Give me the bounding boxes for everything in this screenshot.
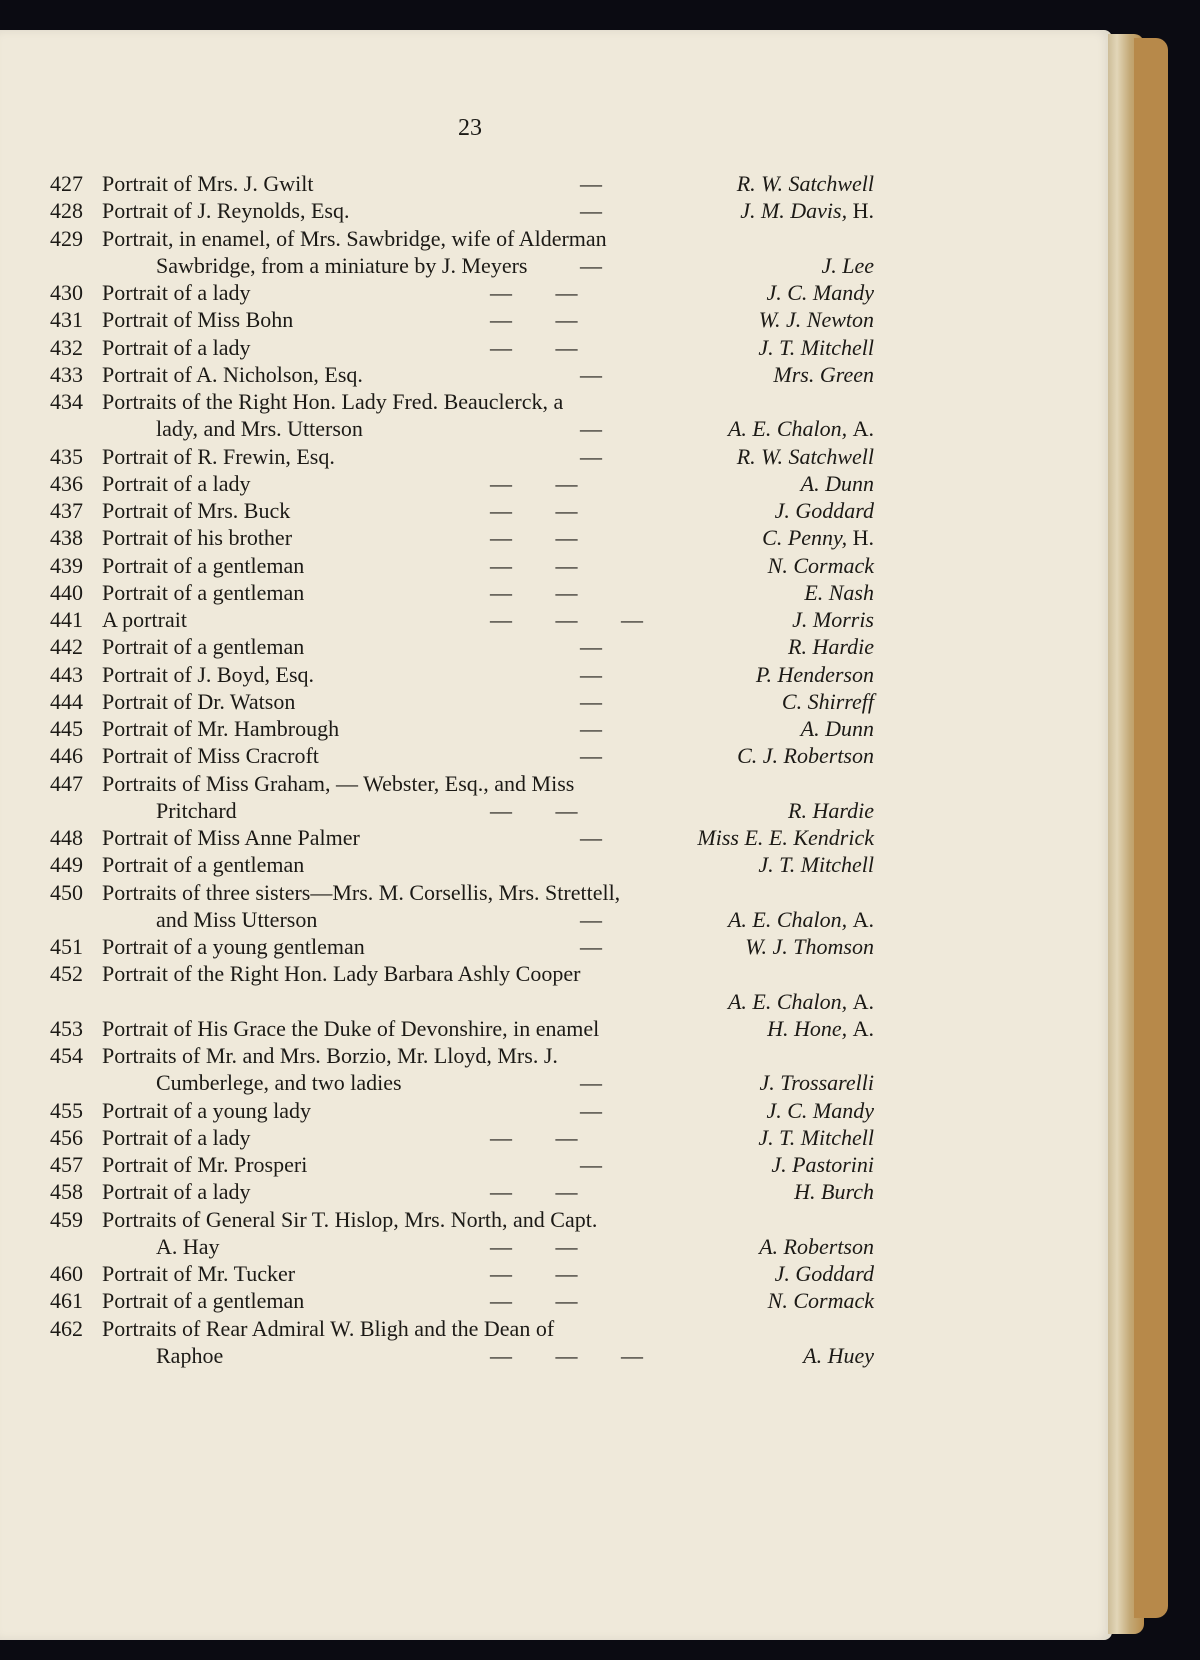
artist-name-text: J. C. Mandy — [766, 1097, 874, 1123]
artist-name — [768, 552, 874, 579]
dash-leader: — — — [490, 552, 577, 578]
artist-name-text: J. Trossarelli — [759, 1070, 874, 1096]
dash-leader: — — [580, 416, 601, 442]
entry-title: Portrait of Mr. Tucker — [102, 1261, 296, 1286]
entry-number: 443 — [50, 661, 83, 687]
artist-name — [737, 170, 874, 197]
artist-name-text: H. Burch — [794, 1179, 874, 1205]
catalogue-entry — [50, 197, 874, 224]
catalogue-entry — [50, 1124, 874, 1151]
artist-name-text: A. Dunn — [800, 470, 874, 496]
artist-name — [758, 334, 874, 361]
book-cover-edge — [1134, 38, 1168, 1618]
entry-number: 428 — [50, 198, 83, 224]
artist-name — [803, 1342, 874, 1369]
dash-leader: — — — [490, 1124, 577, 1150]
catalogue-entry — [50, 633, 874, 660]
entry-number: 436 — [50, 470, 83, 496]
entry-title: A. Hay — [156, 1233, 220, 1259]
entry-number: 435 — [50, 443, 83, 469]
entry-title: Portrait of Mr. Hambrough — [102, 716, 340, 741]
dash-leader: — — — [490, 280, 577, 305]
artist-mark: H. — [852, 525, 874, 551]
artist-name — [728, 988, 874, 1015]
artist-name — [782, 688, 874, 715]
artist-name — [804, 579, 874, 606]
dash-leader: — — — [490, 498, 577, 523]
artist-mark: A. — [852, 1015, 874, 1041]
entry-title: Portraits of General Sir T. Hislop, Mrs. North, and Capt. — [102, 1206, 598, 1232]
entry-title: Raphoe — [156, 1342, 224, 1368]
catalogue-entry — [50, 742, 874, 769]
artist-name-text: J. T. Mitchell — [758, 852, 874, 878]
catalogue-entry-continuation — [50, 988, 874, 1015]
artist-name — [766, 279, 874, 306]
entry-title: Portrait of a lady — [102, 1124, 251, 1150]
entry-number: 453 — [50, 1015, 83, 1041]
entry-title: Portraits of Miss Graham, — Webster, Esq., and Miss — [102, 770, 575, 796]
dash-leader: — — [580, 934, 601, 959]
artist-name — [697, 824, 874, 851]
artist-name-text: H. Hone, — [767, 1015, 848, 1041]
dash-leader: — — — [490, 470, 577, 496]
catalogue-entry — [50, 879, 874, 906]
artist-name — [762, 524, 874, 551]
catalogue-entry — [50, 170, 874, 197]
entry-number: 431 — [50, 307, 83, 333]
artist-mark: A. — [852, 988, 874, 1014]
entry-title: Portrait of a lady — [102, 334, 251, 360]
artist-name-text: A. E. Chalon, — [727, 416, 848, 442]
artist-name — [758, 1124, 874, 1151]
artist-name — [773, 361, 874, 388]
catalogue-entry — [50, 225, 874, 252]
entry-title: Portrait of Miss Bohn — [102, 307, 294, 333]
artist-name-text: W. J. Thomson — [745, 934, 874, 959]
catalogue-entry — [50, 933, 874, 960]
entry-title: Portrait of Mr. Prosperi — [102, 1152, 308, 1177]
artist-mark: A. — [852, 906, 874, 932]
dash-leader: — — — [490, 797, 577, 823]
artist-name-text: J. Morris — [792, 607, 874, 632]
artist-name-text: J. Pastorini — [771, 1152, 874, 1177]
dash-leader: — — [580, 443, 601, 469]
artist-name — [771, 1151, 874, 1178]
artist-name-text: N. Cormack — [767, 552, 874, 578]
entry-title: Sawbridge, from a miniature by J. Meyers — [156, 252, 528, 278]
artist-name — [821, 252, 874, 279]
dash-leader: — — [580, 1070, 601, 1096]
catalogue-entry — [50, 470, 874, 497]
entry-title: Portrait of Mrs. Buck — [102, 498, 291, 523]
catalogue-entry-continuation — [50, 1233, 874, 1260]
dash-leader: — — — [490, 1233, 577, 1259]
artist-name-text: A. Huey — [803, 1342, 874, 1368]
catalogue-entry — [50, 1287, 874, 1314]
entry-title: Portrait of his brother — [102, 525, 293, 551]
artist-name-text: A. E. Chalon, — [727, 988, 848, 1014]
catalogue-entry — [50, 306, 874, 333]
artist-name-text: A. E. Chalon, — [727, 906, 848, 932]
entry-number: 439 — [50, 552, 83, 578]
catalogue-entry — [50, 579, 874, 606]
artist-name — [801, 470, 874, 497]
entry-title: Portrait of a gentleman — [102, 634, 305, 660]
entry-title: and Miss Utterson — [156, 906, 318, 932]
catalogue-entry — [50, 960, 874, 987]
artist-mark: A. — [852, 416, 874, 442]
artist-name-text: R. Hardie — [788, 797, 874, 823]
dash-leader: — — [580, 716, 601, 741]
artist-name — [788, 633, 874, 660]
entry-number: 434 — [50, 389, 83, 414]
entry-number: 459 — [50, 1206, 83, 1232]
entry-number: 446 — [50, 743, 83, 769]
entry-title: Cumberlege, and two ladies — [156, 1070, 402, 1096]
catalogue-entry — [50, 824, 874, 851]
entry-title: Portraits of the Right Hon. Lady Fred. Beauclerck, a — [102, 389, 564, 414]
artist-name — [759, 1069, 874, 1096]
artist-name — [768, 1287, 874, 1314]
entry-number: 444 — [50, 688, 83, 714]
catalogue-entries — [50, 170, 874, 1369]
artist-name — [794, 1178, 874, 1205]
entry-title: lady, and Mrs. Utterson — [156, 416, 363, 442]
artist-name — [767, 1015, 874, 1042]
entry-number: 447 — [50, 770, 83, 796]
artist-name — [728, 906, 874, 933]
catalogue-entry-continuation — [50, 797, 874, 824]
entry-number: 438 — [50, 525, 83, 551]
artist-name-text: R. W. Satchwell — [736, 443, 874, 469]
entry-number: 445 — [50, 716, 83, 741]
dash-leader: — — — [490, 525, 577, 551]
entry-number: 450 — [50, 879, 83, 905]
entry-title: Portraits of three sisters—Mrs. M. Corsellis, Mrs. Strettell, — [102, 879, 621, 905]
catalogue-entry — [50, 688, 874, 715]
entry-title: Portrait, in enamel, of Mrs. Sawbridge, wife of Alderman — [102, 225, 607, 251]
catalogue-entry — [50, 552, 874, 579]
artist-name — [759, 1233, 874, 1260]
dash-leader: — — — — [490, 1342, 642, 1368]
entry-title: Portrait of a gentleman — [102, 579, 305, 605]
dash-leader: — — [580, 1097, 601, 1123]
entry-title: Pritchard — [156, 797, 237, 823]
dash-leader: — — [580, 688, 601, 714]
catalogue-entry — [50, 1042, 874, 1069]
entry-number: 460 — [50, 1261, 83, 1286]
catalogue-entry — [50, 443, 874, 470]
dash-leader: — — [580, 906, 601, 932]
catalogue-entry — [50, 851, 874, 878]
entry-title: Portrait of Mrs. J. Gwilt — [102, 171, 314, 196]
artist-name-text: J. Lee — [821, 252, 874, 278]
dash-leader: — — — [490, 1288, 577, 1314]
catalogue-entry — [50, 606, 874, 633]
dash-leader: — — [580, 198, 601, 224]
dash-leader: — — [580, 743, 601, 769]
entry-title: Portrait of a lady — [102, 470, 251, 496]
artist-name — [801, 715, 874, 742]
entry-title: Portrait of a gentleman — [102, 1288, 305, 1314]
dash-leader: — — [580, 171, 601, 196]
dash-leader: — — — [490, 334, 577, 360]
catalogue-entry — [50, 1260, 874, 1287]
catalogue-entry — [50, 1015, 874, 1042]
catalogue-entry — [50, 661, 874, 688]
entry-number: 454 — [50, 1043, 83, 1068]
artist-name-text: C. Shirreff — [781, 688, 874, 714]
artist-name-text: J. Goddard — [774, 1261, 874, 1286]
entry-number: 440 — [50, 579, 83, 605]
entry-number: 432 — [50, 334, 83, 360]
catalogue-entry — [50, 770, 874, 797]
entry-title: Portrait of Miss Anne Palmer — [102, 825, 360, 850]
catalogue-entry — [50, 497, 874, 524]
dash-leader: — — — [490, 1179, 577, 1205]
dash-leader: — — [580, 634, 601, 660]
artist-name-text: A. Dunn — [800, 716, 874, 741]
entry-title: Portrait of Miss Cracroft — [102, 743, 319, 769]
catalogue-entry — [50, 334, 874, 361]
artist-name-text: R. W. Satchwell — [736, 171, 874, 196]
dash-leader: — — — — [490, 607, 642, 632]
entry-title: Portrait of a lady — [102, 1179, 251, 1205]
catalogue-entry-continuation — [50, 252, 874, 279]
artist-name — [775, 497, 874, 524]
entry-title: Portrait of His Grace the Duke of Devonshire, in enamel — [102, 1015, 600, 1041]
entry-number: 442 — [50, 634, 83, 660]
catalogue-entry — [50, 361, 874, 388]
entry-title: Portrait of a gentleman — [102, 852, 305, 878]
catalogue-entry — [50, 1206, 874, 1233]
dash-leader: — — [580, 361, 601, 387]
entry-number: 430 — [50, 280, 83, 305]
dash-leader: — — — [490, 579, 577, 605]
artist-name-text: C. Penny, — [762, 525, 848, 551]
entry-number: 427 — [50, 171, 83, 196]
catalogue-entry-continuation — [50, 1342, 874, 1369]
entry-number: 455 — [50, 1097, 83, 1123]
entry-number: 449 — [50, 852, 83, 878]
entry-title: Portrait of the Right Hon. Lady Barbara Ashly Cooper — [102, 961, 581, 987]
artist-mark: H. — [852, 198, 874, 224]
entry-title: Portrait of a gentleman — [102, 552, 305, 578]
catalogue-entry — [50, 715, 874, 742]
dash-leader: — — [580, 661, 601, 687]
entry-title: Portrait of Dr. Watson — [102, 688, 296, 714]
artist-name-text: A. Robertson — [759, 1233, 874, 1259]
artist-name-text: R. Hardie — [788, 634, 874, 660]
artist-name-text: J. T. Mitchell — [758, 1124, 874, 1150]
artist-name — [792, 606, 874, 633]
artist-name-text: N. Cormack — [767, 1288, 874, 1314]
artist-name-text: Mrs. Green — [773, 361, 874, 387]
artist-name-text: C. J. Robertson — [737, 743, 874, 769]
page-number: 23 — [458, 115, 482, 141]
entry-title: Portraits of Rear Admiral W. Bligh and the Dean of — [102, 1315, 555, 1341]
artist-name-text: J. M. Davis, — [740, 198, 848, 224]
entry-number: 429 — [50, 225, 83, 251]
entry-title: A portrait — [102, 607, 187, 632]
artist-name — [737, 443, 874, 470]
entry-title: Portrait of a lady — [102, 280, 251, 305]
entry-title: Portrait of J. Boyd, Esq. — [102, 661, 315, 687]
dash-leader: — — — [490, 1261, 577, 1286]
entry-number: 462 — [50, 1315, 83, 1341]
catalogue-entry — [50, 1178, 874, 1205]
artist-name — [759, 306, 874, 333]
entry-number: 456 — [50, 1124, 83, 1150]
artist-name-text: P. Henderson — [755, 661, 874, 687]
artist-name — [766, 1097, 874, 1124]
catalogue-entry-continuation — [50, 906, 874, 933]
entry-number: 433 — [50, 361, 83, 387]
artist-name-text: J. C. Mandy — [766, 280, 874, 305]
artist-name-text: J. T. Mitchell — [758, 334, 874, 360]
catalogue-entry-continuation — [50, 1069, 874, 1096]
entry-number: 461 — [50, 1288, 83, 1314]
artist-name-text: W. J. Newton — [758, 307, 874, 333]
dash-leader: — — [580, 252, 601, 278]
dash-leader: — — [580, 1152, 601, 1177]
artist-name — [775, 1260, 874, 1287]
entry-number: 451 — [50, 934, 83, 959]
entry-number: 452 — [50, 961, 83, 987]
artist-name — [740, 197, 874, 224]
catalogue-entry — [50, 524, 874, 551]
catalogue-entry — [50, 1315, 874, 1342]
entry-number: 457 — [50, 1152, 83, 1177]
artist-name — [788, 797, 874, 824]
entry-title: Portrait of a young gentleman — [102, 934, 365, 959]
artist-name — [745, 933, 874, 960]
entry-title: Portrait of a young lady — [102, 1097, 311, 1123]
artist-name-text: J. Goddard — [774, 498, 874, 523]
artist-name-text: Miss E. E. Kendrick — [697, 825, 874, 850]
catalogue-entry — [50, 388, 874, 415]
catalogue-entry — [50, 1151, 874, 1178]
entry-number: 441 — [50, 607, 83, 632]
entry-number: 458 — [50, 1179, 83, 1205]
artist-name — [758, 851, 874, 878]
catalogue-entry — [50, 279, 874, 306]
catalogue-entry — [50, 1097, 874, 1124]
artist-name — [728, 415, 874, 442]
dash-leader: — — [580, 825, 601, 850]
entry-title: Portrait of R. Frewin, Esq. — [102, 443, 335, 469]
artist-name-text: E. Nash — [804, 579, 874, 605]
entry-title: Portrait of J. Reynolds, Esq. — [102, 198, 350, 224]
dash-leader: — — — [490, 307, 577, 333]
artist-name — [756, 661, 874, 688]
catalogue-entry-continuation — [50, 415, 874, 442]
entry-number: 437 — [50, 498, 83, 523]
entry-title: Portraits of Mr. and Mrs. Borzio, Mr. Lloyd, Mrs. J. — [102, 1043, 558, 1068]
entry-number: 448 — [50, 825, 83, 850]
entry-title: Portrait of A. Nicholson, Esq. — [102, 361, 363, 387]
artist-name — [737, 742, 874, 769]
